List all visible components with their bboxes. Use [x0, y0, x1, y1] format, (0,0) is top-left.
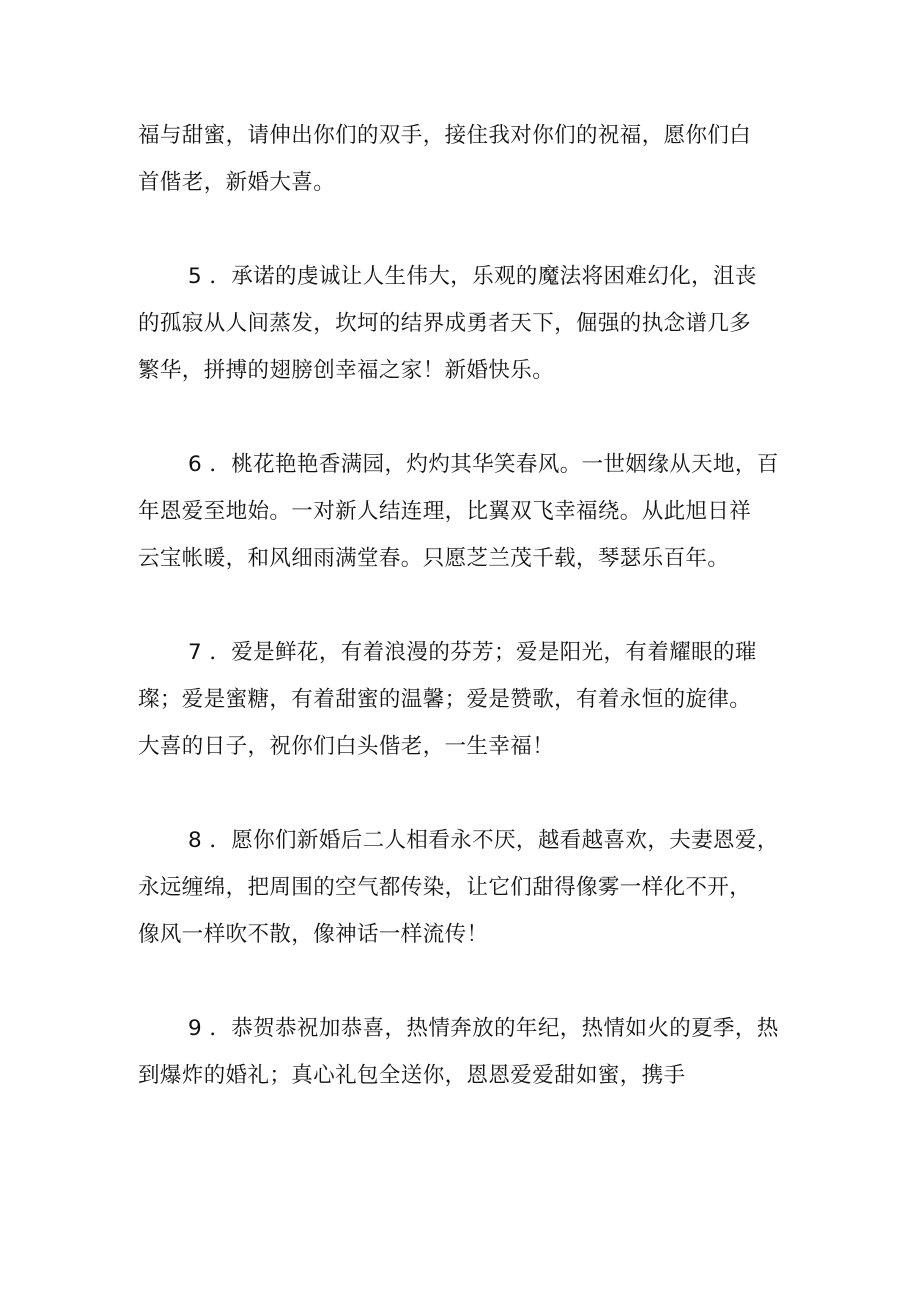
text-line: 永远缠绵，把周围的空气都传染，让它们甜得像雾一样化不开， — [138, 875, 752, 900]
text-line: 首偕老，新婚大喜。 — [138, 170, 336, 195]
paragraph-6 — [138, 441, 798, 582]
text-line: 7 ．爱是鲜花，有着浪漫的芬芳；爱是阳光，有着耀眼的璀 — [188, 640, 757, 665]
text-line: 的孤寂从人间蒸发，坎坷的结界成勇者天下，倔强的执念谱几多 — [138, 311, 752, 336]
paragraph-8 — [138, 817, 798, 958]
paragraph-7 — [138, 629, 798, 770]
paragraph-4-continuation — [138, 112, 798, 206]
document-body — [138, 112, 798, 1146]
text-line: 繁华，拼搏的翅膀创幸福之家！新婚快乐。 — [138, 358, 555, 383]
text-line: 年恩爱至地始。一对新人结连理，比翼双飞幸福绕。从此旭日祥 — [138, 499, 752, 524]
text-line: 9 ．恭贺恭祝加恭喜，热情奔放的年纪，热情如火的夏季，热 — [188, 1016, 779, 1041]
paragraph-5 — [138, 253, 798, 394]
text-line: 8 ．愿你们新婚后二人相看永不厌，越看越喜欢，夫妻恩爱， — [188, 828, 779, 853]
paragraph-9 — [138, 1005, 798, 1099]
text-line: 大喜的日子，祝你们白头偕老，一生幸福！ — [138, 734, 555, 759]
text-line: 像风一样吹不散，像神话一样流传！ — [138, 922, 489, 947]
text-line: 福与甜蜜，请伸出你们的双手，接住我对你们的祝福，愿你们白 — [138, 123, 752, 148]
text-line: 6 ．桃花艳艳香满园，灼灼其华笑春风。一世姻缘从天地，百 — [188, 452, 779, 477]
text-line: 云宝帐暖，和风细雨满堂春。只愿芝兰茂千载，琴瑟乐百年。 — [138, 546, 730, 571]
text-line: 5 ．承诺的虔诚让人生伟大，乐观的魔法将困难幻化，沮丧 — [188, 264, 757, 289]
text-line: 璨；爱是蜜糖，有着甜蜜的温馨；爱是赞歌，有着永恒的旋律。 — [138, 687, 752, 712]
text-line: 到爆炸的婚礼；真心礼包全送你，恩恩爱爱甜如蜜，携手 — [138, 1063, 686, 1088]
